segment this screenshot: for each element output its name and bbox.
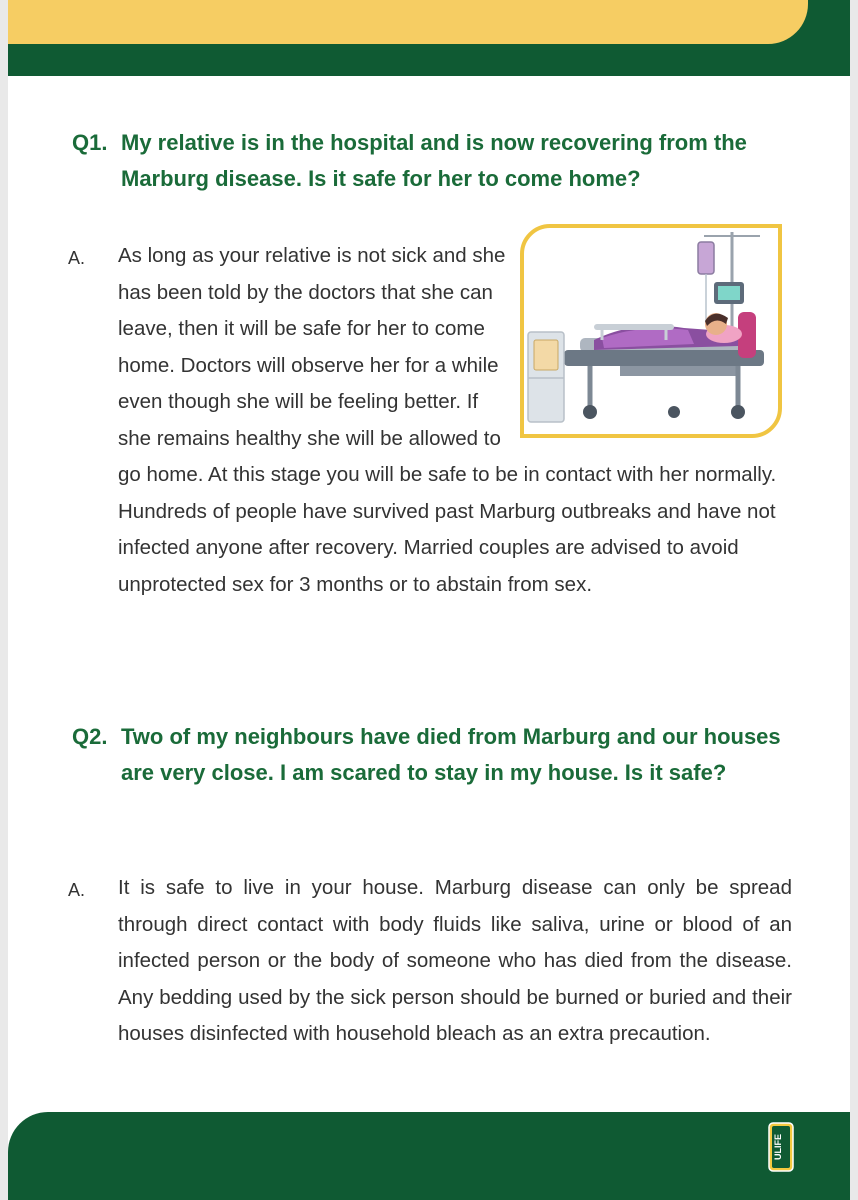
answer-2-text: It is safe to live in your house. Marburg disease can only be spread through direct contact with body fluids like saliva, urine or blood of an infected person or the body of someone who has died from the disease. Any bedding used by the sick person should be burned or buried and their houses disinfected with household bleach as an extra precaution. xyxy=(118,876,792,1045)
question-2-number: Q2. xyxy=(72,724,108,749)
answer-2-label: A. xyxy=(68,880,86,900)
logo-text: ULIFE xyxy=(773,1134,783,1160)
question-1-text: My relative is in the hospital and is now recovering from the Marburg disease. Is it safe for her to come home? xyxy=(121,130,747,191)
ulife-logo-icon xyxy=(768,1122,794,1172)
question-1 xyxy=(72,125,792,197)
answer-1-text: As long as your relative is not sick and she has been told by the doctors that she can leave, then it will be safe for her to come home. Doctors will observe her for a while even though she will be feeling better. If she remains healthy she will be allowed to go home. At this stage you will be safe to be in contact with her normally. Hundreds of people have survived past Marburg outbreaks and have not infected anyone after recovery. Married couples are advised to avoid unprotected sex for 3 months or to abstain from sex. xyxy=(118,244,777,596)
hospital-bed-illustration xyxy=(520,224,782,438)
question-1-number: Q1. xyxy=(72,130,108,155)
question-2 xyxy=(72,719,792,791)
hospital-bed-patient-icon xyxy=(524,228,778,434)
footer-band xyxy=(8,1112,850,1200)
header-accent xyxy=(8,0,808,44)
document-page xyxy=(8,0,850,1200)
question-2-text: Two of my neighbours have died from Marburg and our houses are very close. I am scared to stay in my house. Is it safe? xyxy=(121,724,781,785)
answer-2 xyxy=(68,870,792,1053)
answer-1-label: A. xyxy=(68,248,86,268)
